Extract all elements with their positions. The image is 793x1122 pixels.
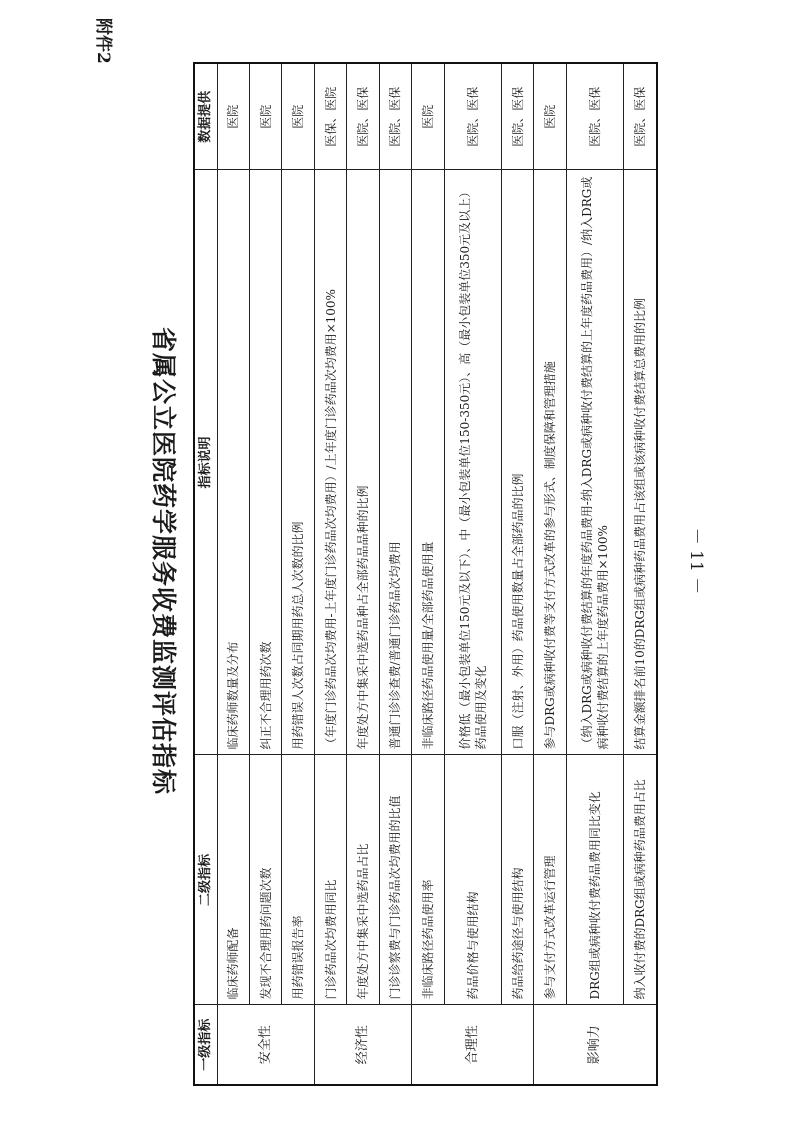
level2-cell: 年度处方中集采中选药品占比 (347, 755, 379, 1005)
table-row (347, 63, 379, 1085)
level2-cell: 发现不合理用药问题次数 (250, 755, 282, 1005)
table-row (412, 63, 444, 1085)
level2-cell: 用药错误报告率 (282, 755, 314, 1005)
level2-cell: 门诊诊察费与门诊药品次均费用的比值 (379, 755, 411, 1005)
source-cell: 医保、医院 (314, 63, 346, 170)
description-cell: 用药错误人次数占同期用药总人次数的比例 (282, 170, 314, 755)
source-cell: 医院、医保 (501, 63, 533, 170)
description-cell: 非临床路径药品使用量/全部药品使用量 (412, 170, 444, 755)
description-cell: 口服（注射、外用）药品使用数量占全部药品的比例 (501, 170, 533, 755)
source-cell: 医院、医保 (379, 63, 411, 170)
description-cell: 临床药师数量及分布 (217, 170, 249, 755)
table-row (624, 63, 657, 1085)
header-level2: 二级指标 (194, 755, 217, 1005)
table-row (282, 63, 314, 1085)
source-cell: 医院 (282, 63, 314, 170)
indicator-table (193, 62, 658, 1086)
table-row (534, 63, 566, 1085)
source-cell: 医院 (534, 63, 566, 170)
description-cell: 普通门诊诊查费/普通门诊药品次均费用 (379, 170, 411, 755)
header-description: 指标说明 (194, 170, 217, 755)
page-title: 省属公立医院药学服务收费监测评估指标 (149, 326, 178, 795)
source-cell: 医院 (250, 63, 282, 170)
level1-cell: 影响力 (534, 1005, 657, 1085)
level2-cell: 参与支付方式改革运行管理 (534, 755, 566, 1005)
level2-cell: DRG组或病种收付费药品费用同比变化 (566, 755, 623, 1005)
description-cell: 结算金额排名前10的DRG组或病种药品费用占该组或该病种收付费结算总费用的比例 (624, 170, 657, 755)
table-row (217, 63, 249, 1085)
level1-cell: 安全性 (217, 1005, 314, 1085)
level2-cell: 非临床路径药品使用率 (412, 755, 444, 1005)
level1-cell: 合理性 (412, 1005, 534, 1085)
table-row (314, 63, 346, 1085)
level2-cell: 纳入收付费的DRG组或病种药品费用占比 (624, 755, 657, 1005)
source-cell: 医院 (412, 63, 444, 170)
header-source: 数据提供 (194, 63, 217, 170)
page-number: － 11 － (686, 527, 706, 595)
source-cell: 医院 (217, 63, 249, 170)
table-row (444, 63, 501, 1085)
description-cell: （纳入DRG或病种收付费结算的年度药品费用-纳入DRG或病种收付费结算的上年度药品费用）/纳入DRG或病种收付费结算的上年度药品费用×100% (566, 170, 623, 755)
level2-cell: 门诊药品次均费用同比 (314, 755, 346, 1005)
level2-cell: 药品给药途径与使用结构 (501, 755, 533, 1005)
description-cell: 参与DRG或病种收付费等支付方式改革的参与形式、制度保障和管理措施 (534, 170, 566, 755)
table-row (566, 63, 623, 1085)
table-row (501, 63, 533, 1085)
table-row (379, 63, 411, 1085)
source-cell: 医院、医保 (444, 63, 501, 170)
source-cell: 医院、医保 (566, 63, 623, 170)
description-cell: （年度门诊药品次均费用-上年度门诊药品次均费用）/上年度门诊药品次均费用×100% (314, 170, 346, 755)
header-level1: 一级指标 (194, 1005, 217, 1085)
attachment-label: 附件2 (93, 18, 113, 64)
table-header-row (194, 63, 217, 1085)
source-cell: 医院、医保 (347, 63, 379, 170)
level1-cell: 经济性 (314, 1005, 411, 1085)
description-cell: 纠正不合理用药次数 (250, 170, 282, 755)
table-row (250, 63, 282, 1085)
source-cell: 医院、医保 (624, 63, 657, 170)
description-cell: 价格低（最小包装单位150元及以下）、中（最小包装单位150-350元）、高（最小包装单位350元及以上）药品使用及变化 (444, 170, 501, 755)
level2-cell: 临床药师配备 (217, 755, 249, 1005)
description-cell: 年度处方中集采中选药品种占全部药品品种的比例 (347, 170, 379, 755)
level2-cell: 药品价格与使用结构 (444, 755, 501, 1005)
